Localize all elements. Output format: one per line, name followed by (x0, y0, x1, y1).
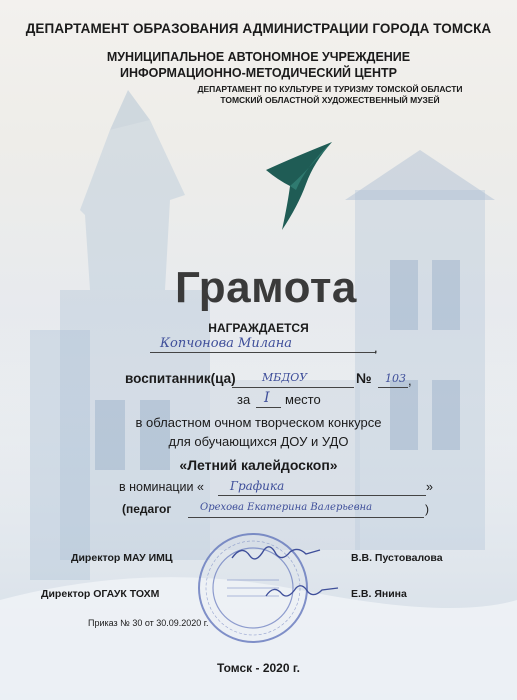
footer-city-year: Томск - 2020 г. (217, 661, 300, 675)
contest-line-2: для обучающихся ДОУ и УДО (168, 434, 349, 449)
place-underline (256, 407, 281, 408)
place-suffix: место (285, 392, 321, 407)
nomination-underline (218, 495, 426, 496)
director-2-name: Е.В. Янина (351, 588, 407, 600)
co-organizer-line-2: ТОМСКИЙ ОБЛАСТНОЙ ХУДОЖЕСТВЕННЫЙ МУЗЕЙ (220, 95, 440, 105)
teacher-underline (188, 517, 424, 518)
role-label: воспитанник(ца) (125, 371, 236, 386)
director-2-signature-icon (262, 580, 342, 604)
teacher-open: (педагог (122, 502, 172, 516)
teacher-close: ) (425, 502, 429, 516)
recipient-place: I (264, 390, 270, 406)
page-title: Грамота (175, 263, 357, 312)
number-underline (378, 387, 408, 388)
for-label: за (237, 392, 251, 407)
recipient-number: 103 (385, 372, 406, 385)
recipient-org: МБДОУ (262, 371, 308, 384)
co-organizer-line-1: ДЕПАРТАМЕНТ ПО КУЛЬТУРЕ И ТУРИЗМУ ТОМСКОЙ ОБЛАСТИ (197, 84, 463, 94)
number-label: № (356, 370, 372, 386)
name-underline (150, 352, 376, 353)
teacher-value: Орехова Екатерина Валерьевна (200, 502, 373, 513)
nomination-close: » (426, 480, 433, 494)
director-1-name: В.В. Пустовалова (351, 552, 443, 564)
director-1-label: Директор МАУ ИМЦ (71, 552, 173, 564)
organization-line-2: ИНФОРМАЦИОННО-МЕТОДИЧЕСКИЙ ЦЕНТР (119, 66, 397, 80)
recipient-name: Копчонова Милана (160, 336, 293, 351)
org-underline (232, 387, 354, 388)
awarded-label: НАГРАЖДАЕТСЯ (208, 321, 309, 335)
nomination-value: Графика (230, 479, 285, 493)
director-1-signature-icon (228, 540, 324, 566)
department-heading: ДЕПАРТАМЕНТ ОБРАЗОВАНИЯ АДМИНИСТРАЦИИ ГОРОДА ТОМСКА (25, 21, 492, 36)
director-2-label: Директор ОГАУК ТОХМ (41, 588, 160, 600)
organization-line-1: МУНИЦИПАЛЬНОЕ АВТОНОМНОЕ УЧРЕЖДЕНИЕ (106, 50, 411, 64)
name-comma: , (374, 340, 378, 355)
number-comma: , (408, 373, 412, 388)
bird-logo-icon (262, 140, 338, 232)
contest-name: «Летний калейдоскоп» (179, 457, 338, 473)
order-note: Приказ № 30 от 30.09.2020 г. (88, 618, 209, 628)
contest-line-1: в областном очном творческом конкурсе (135, 415, 382, 430)
nomination-label: в номинации « (119, 480, 204, 494)
